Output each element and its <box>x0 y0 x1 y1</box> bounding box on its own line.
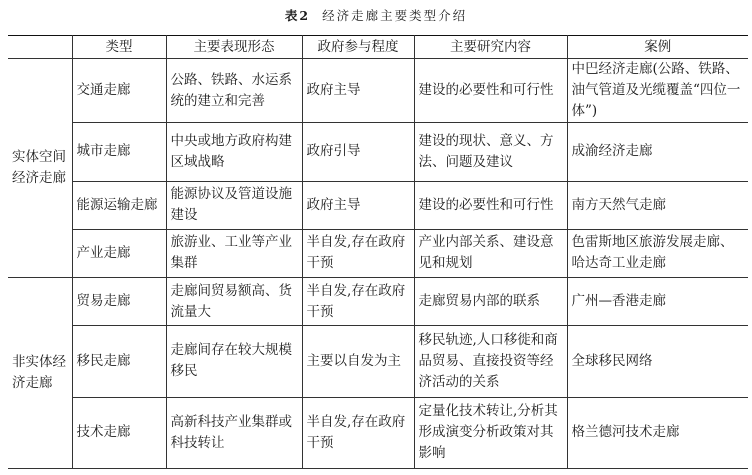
research-cell: 定量化技术转让,分析其形成演变分析政策对其影响 <box>414 397 567 468</box>
type-cell: 技术走廊 <box>72 397 166 468</box>
research-cell: 移民轨迹,人口移徙和商品贸易、直接投资等经济活动的关系 <box>414 326 567 397</box>
form-cell: 能源协议及管道设施建设 <box>166 181 302 229</box>
table-row <box>8 278 748 326</box>
case-cell: 中巴经济走廊(公路、铁路、油气管道及光缆覆盖“四位一体”) <box>567 59 748 123</box>
gov-cell: 政府主导 <box>302 181 414 229</box>
case-cell: 南方天然气走廊 <box>567 181 748 229</box>
category-cell: 非实体经济走廊 <box>8 278 72 469</box>
case-cell: 格兰德河技术走廊 <box>567 397 748 468</box>
case-cell: 成渝经济走廊 <box>567 123 748 181</box>
type-cell: 交通走廊 <box>72 59 166 123</box>
gov-cell: 政府引导 <box>302 123 414 181</box>
table-row <box>8 397 748 468</box>
form-cell: 高新科技产业集群或科技转让 <box>166 397 302 468</box>
gov-cell: 半自发,存在政府干预 <box>302 229 414 277</box>
research-cell: 建设的必要性和可行性 <box>414 181 567 229</box>
form-cell: 旅游业、工业等产业集群 <box>166 229 302 277</box>
form-cell: 走廊间存在较大规模移民 <box>166 326 302 397</box>
form-cell: 走廊间贸易额高、货流量大 <box>166 278 302 326</box>
type-cell: 能源运输走廊 <box>72 181 166 229</box>
category-cell: 实体空间经济走廊 <box>8 59 72 278</box>
header-research: 主要研究内容 <box>414 36 567 59</box>
research-cell: 建设的必要性和可行性 <box>414 59 567 123</box>
gov-cell: 半自发,存在政府干预 <box>302 397 414 468</box>
table-caption <box>0 6 752 24</box>
research-cell: 建设的现状、意义、方法、问题及建议 <box>414 123 567 181</box>
table-number: 表2 <box>284 8 311 23</box>
table-row <box>8 123 748 181</box>
research-cell: 产业内部关系、建设意见和规划 <box>414 229 567 277</box>
form-cell: 中央或地方政府构建区域战略 <box>166 123 302 181</box>
case-cell: 广州—香港走廊 <box>567 278 748 326</box>
table-row <box>8 229 748 277</box>
type-cell: 移民走廊 <box>72 326 166 397</box>
type-cell: 城市走廊 <box>72 123 166 181</box>
type-cell: 贸易走廊 <box>72 278 166 326</box>
header-row <box>8 36 748 59</box>
table-title: 经济走廊主要类型介绍 <box>322 8 468 23</box>
header-form: 主要表现形态 <box>166 36 302 59</box>
table-row <box>8 59 748 123</box>
corridor-types-table <box>8 35 748 469</box>
header-type: 类型 <box>72 36 166 59</box>
form-cell: 公路、铁路、水运系统的建立和完善 <box>166 59 302 123</box>
type-cell: 产业走廊 <box>72 229 166 277</box>
gov-cell: 政府主导 <box>302 59 414 123</box>
header-category <box>8 36 72 59</box>
case-cell: 全球移民网络 <box>567 326 748 397</box>
header-case: 案例 <box>567 36 748 59</box>
research-cell: 走廊贸易内部的联系 <box>414 278 567 326</box>
header-gov: 政府参与程度 <box>302 36 414 59</box>
case-cell: 色雷斯地区旅游发展走廊、哈达奇工业走廊 <box>567 229 748 277</box>
gov-cell: 半自发,存在政府干预 <box>302 278 414 326</box>
table-row <box>8 181 748 229</box>
table-row <box>8 326 748 397</box>
gov-cell: 主要以自发为主 <box>302 326 414 397</box>
